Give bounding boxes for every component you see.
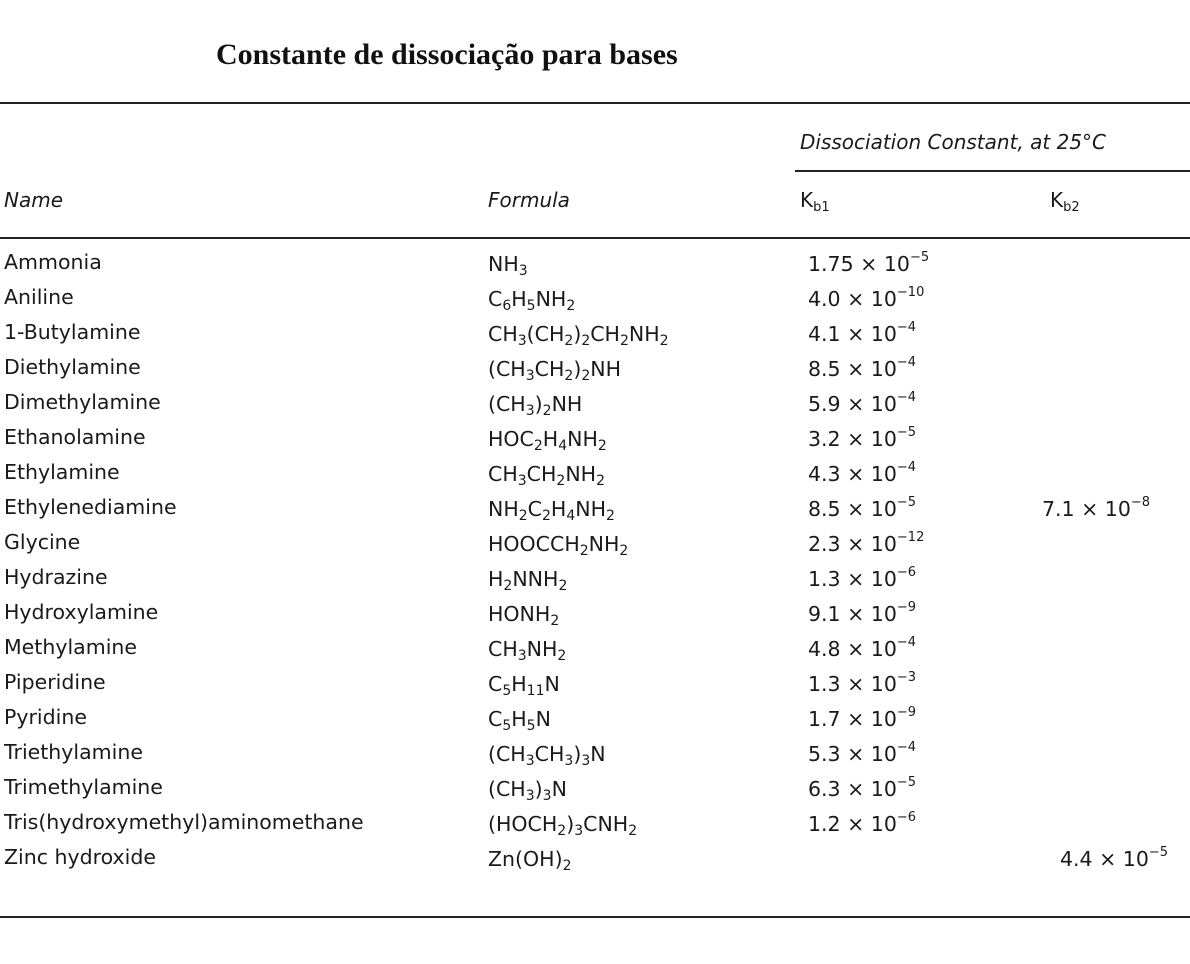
compound-name: Methylamine <box>4 635 137 659</box>
compound-name: Zinc hydroxide <box>4 845 156 869</box>
group-header-rule <box>795 170 1190 172</box>
kb1-value <box>808 392 916 416</box>
formula-text: NH <box>567 427 598 451</box>
kb1-value <box>808 497 916 521</box>
formula-text: CH <box>534 742 565 766</box>
formula-text: NH <box>588 532 620 556</box>
formula-subscript: 2 <box>542 508 551 524</box>
formula-subscript: 2 <box>542 403 552 419</box>
table-row <box>0 565 1190 600</box>
formula-text: NH <box>590 357 621 381</box>
formula <box>488 602 560 629</box>
table-row <box>0 285 1190 320</box>
formula <box>488 497 615 524</box>
kb1-mantissa: 4.3 × 10 <box>808 462 897 486</box>
formula-text: NH <box>488 252 519 276</box>
formula-subscript: 2 <box>566 298 576 314</box>
column-header-kb1 <box>800 188 830 215</box>
formula <box>488 567 568 594</box>
kb1-mantissa: 9.1 × 10 <box>808 602 897 626</box>
kb1-value <box>808 672 916 696</box>
formula-text: NH <box>628 322 660 346</box>
formula <box>488 252 528 279</box>
kb1-mantissa: 8.5 × 10 <box>808 357 897 381</box>
kb1-exponent: −4 <box>896 635 917 650</box>
table-row <box>0 320 1190 355</box>
kb1-value <box>808 777 916 801</box>
formula-text: NH <box>565 462 597 486</box>
formula-subscript: 2 <box>579 543 589 559</box>
formula-subscript: 5 <box>502 718 512 734</box>
table-row <box>0 530 1190 565</box>
formula-text: CH <box>534 357 565 381</box>
kb1-value <box>808 742 916 766</box>
table-body <box>0 250 1190 880</box>
kb1-exponent: −4 <box>896 460 917 475</box>
formula-text: Zn(OH) <box>488 847 563 871</box>
kb1-mantissa: 6.3 × 10 <box>808 777 897 801</box>
kb1-value <box>808 637 916 661</box>
page-title: Constante de dissociação para bases <box>216 38 678 71</box>
formula-text: ) <box>566 812 575 836</box>
formula-text: CH <box>526 462 557 486</box>
formula-text: ) <box>534 777 543 801</box>
formula <box>488 322 669 349</box>
kb1-exponent: −12 <box>896 530 925 545</box>
kb1-value <box>808 602 916 626</box>
formula-subscript: 5 <box>526 298 536 314</box>
formula-text: (HOCH <box>488 812 558 836</box>
kb1-value <box>808 462 916 486</box>
kb2-mantissa: 4.4 × 10 <box>1060 847 1149 871</box>
formula-text: H <box>511 287 527 311</box>
table-row <box>0 250 1190 285</box>
formula-subscript: 2 <box>557 648 567 664</box>
compound-name: 1-Butylamine <box>4 320 141 344</box>
column-header-name: Name <box>4 188 64 212</box>
formula-text: (CH <box>488 357 526 381</box>
kb1-exponent: −9 <box>896 600 917 615</box>
formula-subscript: 3 <box>564 753 574 769</box>
formula-subscript: 3 <box>517 473 527 489</box>
formula <box>488 707 551 734</box>
formula-text: ) <box>573 357 582 381</box>
kb1-mantissa: 3.2 × 10 <box>808 427 897 451</box>
compound-name: Pyridine <box>4 705 87 729</box>
formula <box>488 357 621 384</box>
formula-text: N <box>551 777 567 801</box>
formula-text: H <box>550 497 567 521</box>
kb1-mantissa: 1.3 × 10 <box>808 567 897 591</box>
formula-text: (CH <box>488 777 526 801</box>
formula <box>488 672 560 699</box>
kb1-exponent: −4 <box>896 740 917 755</box>
formula-text: CNH <box>583 812 629 836</box>
formula-text: HOOCCH <box>488 532 580 556</box>
formula <box>488 532 629 559</box>
kb1-mantissa: 2.3 × 10 <box>808 532 897 556</box>
formula-text: C <box>527 497 542 521</box>
table-row <box>0 460 1190 495</box>
kb2-exponent: −5 <box>1148 845 1169 860</box>
formula-subscript: 2 <box>558 578 568 594</box>
kb1-mantissa: 1.75 × 10 <box>808 252 910 276</box>
kb1-exponent: −5 <box>896 495 917 510</box>
formula-text: ) <box>573 322 582 346</box>
formula-subscript: 2 <box>550 613 560 629</box>
kb2-symbol: K <box>1050 188 1064 212</box>
formula-subscript: 3 <box>574 823 584 839</box>
kb1-exponent: −5 <box>896 775 917 790</box>
compound-name: Ethylenediamine <box>4 495 177 519</box>
formula-text: CH <box>590 322 620 346</box>
formula-subscript: 2 <box>606 508 615 524</box>
formula-subscript: 3 <box>525 753 535 769</box>
kb2-subscript: b2 <box>1063 200 1080 215</box>
formula-subscript: 4 <box>558 438 568 454</box>
formula-text: H <box>511 672 527 696</box>
formula-text: NH <box>575 497 607 521</box>
kb2-value <box>1042 497 1150 521</box>
kb1-value <box>808 707 916 731</box>
table-row <box>0 670 1190 705</box>
formula <box>488 777 567 804</box>
formula-text: H <box>542 427 559 451</box>
formula <box>488 637 567 664</box>
kb2-exponent: −8 <box>1130 495 1151 510</box>
column-header-formula: Formula <box>488 188 570 212</box>
bottom-rule <box>0 916 1190 918</box>
formula-subscript: 2 <box>619 543 629 559</box>
formula-text: CH <box>488 637 518 661</box>
formula-subscript: 3 <box>581 753 591 769</box>
kb1-exponent: −5 <box>909 250 930 265</box>
kb1-exponent: −6 <box>896 810 917 825</box>
table-row <box>0 600 1190 635</box>
header-rule <box>0 237 1190 239</box>
kb1-mantissa: 1.3 × 10 <box>808 672 897 696</box>
formula-subscript: 3 <box>525 788 535 804</box>
compound-name: Piperidine <box>4 670 106 694</box>
column-header-kb2 <box>1050 188 1080 215</box>
formula-subscript: 2 <box>564 333 574 349</box>
formula-subscript: 2 <box>581 333 591 349</box>
formula-text: CH <box>488 322 518 346</box>
compound-name: Hydroxylamine <box>4 600 159 624</box>
compound-name: Ammonia <box>4 250 102 274</box>
formula-subscript: 3 <box>542 788 552 804</box>
formula-subscript: 6 <box>502 298 512 314</box>
table-row <box>0 425 1190 460</box>
formula-subscript: 11 <box>526 683 545 699</box>
formula <box>488 462 605 489</box>
formula-subscript: 3 <box>518 263 528 279</box>
kb1-mantissa: 8.5 × 10 <box>808 497 897 521</box>
kb1-mantissa: 1.2 × 10 <box>808 812 897 836</box>
formula-text: CH <box>488 462 518 486</box>
compound-name: Dimethylamine <box>4 390 161 414</box>
formula-subscript: 2 <box>533 438 543 454</box>
kb1-mantissa: 4.0 × 10 <box>808 287 897 311</box>
kb1-subscript: b1 <box>813 200 830 215</box>
formula-subscript: 3 <box>525 403 535 419</box>
kb2-value <box>1060 847 1168 871</box>
formula-subscript: 2 <box>562 858 572 874</box>
table-row <box>0 495 1190 530</box>
kb1-mantissa: 1.7 × 10 <box>808 707 897 731</box>
formula-text: HOC <box>488 427 534 451</box>
formula-subscript: 2 <box>503 578 513 594</box>
kb1-exponent: −3 <box>896 670 917 685</box>
formula-subscript: 2 <box>556 473 566 489</box>
table-row <box>0 390 1190 425</box>
kb1-exponent: −5 <box>896 425 917 440</box>
formula-subscript: 3 <box>525 368 535 384</box>
compound-name: Triethylamine <box>4 740 143 764</box>
compound-name: Ethanolamine <box>4 425 146 449</box>
formula-text: (CH <box>526 322 565 346</box>
formula-subscript: 5 <box>502 683 512 699</box>
table-row <box>0 355 1190 390</box>
table-row <box>0 845 1190 880</box>
kb1-mantissa: 4.1 × 10 <box>808 322 897 346</box>
table-row <box>0 810 1190 845</box>
kb1-value <box>808 287 924 311</box>
formula <box>488 287 576 314</box>
formula-subscript: 2 <box>597 438 607 454</box>
table-row <box>0 775 1190 810</box>
table-row <box>0 635 1190 670</box>
formula <box>488 812 638 839</box>
table-row <box>0 740 1190 775</box>
formula-subscript: 4 <box>566 508 576 524</box>
formula-subscript: 2 <box>564 368 574 384</box>
formula-text: NH <box>551 392 583 416</box>
formula-text: N <box>535 707 551 731</box>
compound-name: Tris(hydroxymethyl)aminomethane <box>4 810 364 834</box>
formula-text: C <box>488 707 503 731</box>
kb1-value <box>808 252 929 276</box>
formula-text: C <box>488 287 503 311</box>
formula <box>488 847 572 874</box>
formula-text: ) <box>534 392 543 416</box>
formula <box>488 392 583 419</box>
kb1-exponent: −4 <box>896 355 917 370</box>
kb1-value <box>808 357 916 381</box>
formula-text: NH <box>535 287 567 311</box>
formula-text: N <box>544 672 560 696</box>
formula-text: ) <box>573 742 582 766</box>
formula-subscript: 2 <box>518 508 528 524</box>
compound-name: Diethylamine <box>4 355 141 379</box>
table-row <box>0 705 1190 740</box>
formula-subscript: 2 <box>628 823 638 839</box>
compound-name: Aniline <box>4 285 74 309</box>
kb1-exponent: −6 <box>896 565 917 580</box>
compound-name: Glycine <box>4 530 81 554</box>
kb1-exponent: −4 <box>896 320 917 335</box>
kb1-mantissa: 4.8 × 10 <box>808 637 897 661</box>
kb1-exponent: −10 <box>896 285 925 300</box>
formula-subscript: 2 <box>581 368 591 384</box>
top-rule <box>0 102 1190 104</box>
formula-subscript: 5 <box>526 718 536 734</box>
formula-subscript: 2 <box>659 333 669 349</box>
formula-subscript: 3 <box>517 333 527 349</box>
formula-text: N <box>590 742 606 766</box>
dissociation-constant-header: Dissociation Constant, at 25°C <box>800 130 1107 154</box>
kb1-exponent: −9 <box>896 705 917 720</box>
kb1-value <box>808 322 916 346</box>
formula <box>488 427 607 454</box>
formula-text: H <box>488 567 504 591</box>
formula-text: NH <box>526 637 558 661</box>
formula-text: (CH <box>488 742 526 766</box>
formula-text: NNH <box>512 567 559 591</box>
kb1-mantissa: 5.9 × 10 <box>808 392 897 416</box>
kb1-value <box>808 427 916 451</box>
formula-text: C <box>488 672 503 696</box>
kb1-value <box>808 567 916 591</box>
compound-name: Hydrazine <box>4 565 108 589</box>
compound-name: Ethylamine <box>4 460 120 484</box>
kb1-value <box>808 812 916 836</box>
formula-subscript: 2 <box>557 823 567 839</box>
formula-subscript: 3 <box>517 648 527 664</box>
formula-text: NH <box>488 497 519 521</box>
kb1-symbol: K <box>800 188 814 212</box>
compound-name: Trimethylamine <box>4 775 163 799</box>
formula-text: HONH <box>488 602 551 626</box>
formula-subscript: 2 <box>619 333 629 349</box>
kb2-mantissa: 7.1 × 10 <box>1042 497 1131 521</box>
kb1-value <box>808 532 924 556</box>
formula <box>488 742 606 769</box>
kb1-exponent: −4 <box>896 390 917 405</box>
kb1-mantissa: 5.3 × 10 <box>808 742 897 766</box>
formula-text: H <box>511 707 527 731</box>
formula-text: (CH <box>488 392 526 416</box>
formula-subscript: 2 <box>596 473 605 489</box>
